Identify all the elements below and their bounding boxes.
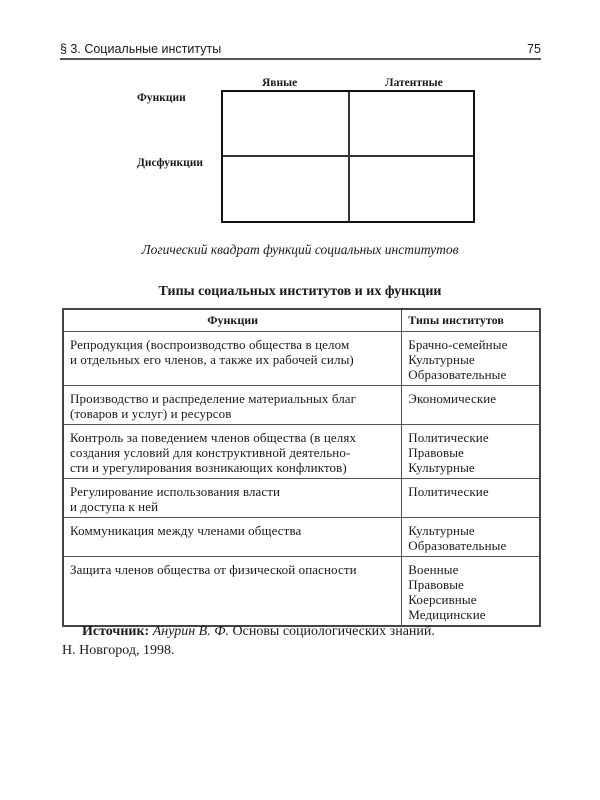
- source-author: Анурин В. Ф.: [152, 624, 229, 639]
- table-row: [63, 518, 540, 557]
- table-row: [63, 332, 540, 386]
- diagram-caption: Логический квадрат функций социальных институтов: [141, 242, 459, 257]
- institution-type: Образовательные: [408, 367, 507, 382]
- function-cell: [63, 557, 402, 627]
- table-row: [63, 479, 540, 518]
- table-header-row: [63, 309, 540, 332]
- function-cell: [63, 425, 402, 479]
- institution-type: Политические: [408, 430, 489, 445]
- function-cell: [63, 332, 402, 386]
- table-body: [63, 332, 540, 627]
- column-label-explicit: Явные: [262, 77, 298, 89]
- quad-cell-latent-functions: [349, 92, 473, 155]
- types-cell: [402, 518, 540, 557]
- function-line: и доступа к ней: [70, 499, 159, 514]
- function-line: Контроль за поведением членов общества (в целях: [70, 430, 357, 445]
- quad-cell-explicit-functions: [223, 92, 348, 155]
- types-cell: [402, 557, 540, 627]
- institution-type: Политические: [408, 484, 489, 499]
- institution-type: Военные: [408, 562, 459, 577]
- function-line: (товаров и услуг) и ресурсов: [70, 406, 232, 421]
- table-row: [63, 386, 540, 425]
- institution-type: Культурные: [408, 352, 475, 367]
- source-citation: [62, 622, 542, 660]
- source-publication: Н. Новгород, 1998.: [62, 643, 175, 658]
- table-row: [63, 425, 540, 479]
- column-label-latent: Латентные: [385, 77, 443, 89]
- function-line: Защита членов общества от физической опасности: [70, 562, 357, 577]
- institution-type: Правовые: [408, 577, 464, 592]
- function-line: и отдельных его членов, а также их рабочей силы): [70, 352, 354, 367]
- function-cell: [63, 386, 402, 425]
- quad-cell-explicit-dysfunctions: [223, 156, 348, 221]
- function-line: Регулирование использования власти: [70, 484, 281, 499]
- function-line: создания условий для конструктивной деятельно-: [70, 445, 351, 460]
- function-line: сти и урегулирования возникающих конфликтов): [70, 460, 347, 475]
- institutions-functions-table: [62, 308, 541, 627]
- logical-square-diagram: [0, 0, 600, 240]
- institution-type: Культурные: [408, 523, 475, 538]
- institution-type: Медицинские: [408, 607, 486, 622]
- source-label: Источник:: [82, 624, 150, 639]
- function-cell: [63, 479, 402, 518]
- column-header-functions: Функции: [63, 309, 402, 332]
- institution-type: Образовательные: [408, 538, 507, 553]
- function-line: Репродукция (воспроизводство общества в целом: [70, 337, 350, 352]
- institution-type: Брачно-семейные: [408, 337, 508, 352]
- section-title: § 3. Социальные институты: [60, 42, 222, 56]
- institution-type: Правовые: [408, 445, 464, 460]
- institution-type: Коерсивные: [408, 592, 477, 607]
- table-title: Типы социальных институтов и их функции: [158, 284, 442, 299]
- row-label-dysfunctions: Дисфункции: [137, 157, 204, 169]
- source-title: Основы социологических знаний.: [232, 624, 435, 639]
- institution-type: Культурные: [408, 460, 475, 475]
- types-cell: [402, 479, 540, 518]
- types-cell: [402, 332, 540, 386]
- function-line: Коммуникация между членами общества: [70, 523, 302, 538]
- quad-cell-latent-dysfunctions: [349, 156, 473, 221]
- types-cell: [402, 386, 540, 425]
- page-number: 75: [527, 42, 541, 56]
- row-label-functions: Функции: [137, 92, 186, 104]
- function-line: Производство и распределение материальных благ: [70, 391, 357, 406]
- quad-grid: [221, 90, 475, 223]
- types-cell: [402, 425, 540, 479]
- table-row: [63, 557, 540, 627]
- column-header-institution-types: Типы институтов: [402, 309, 540, 332]
- function-cell: [63, 518, 402, 557]
- institution-type: Экономические: [408, 391, 497, 406]
